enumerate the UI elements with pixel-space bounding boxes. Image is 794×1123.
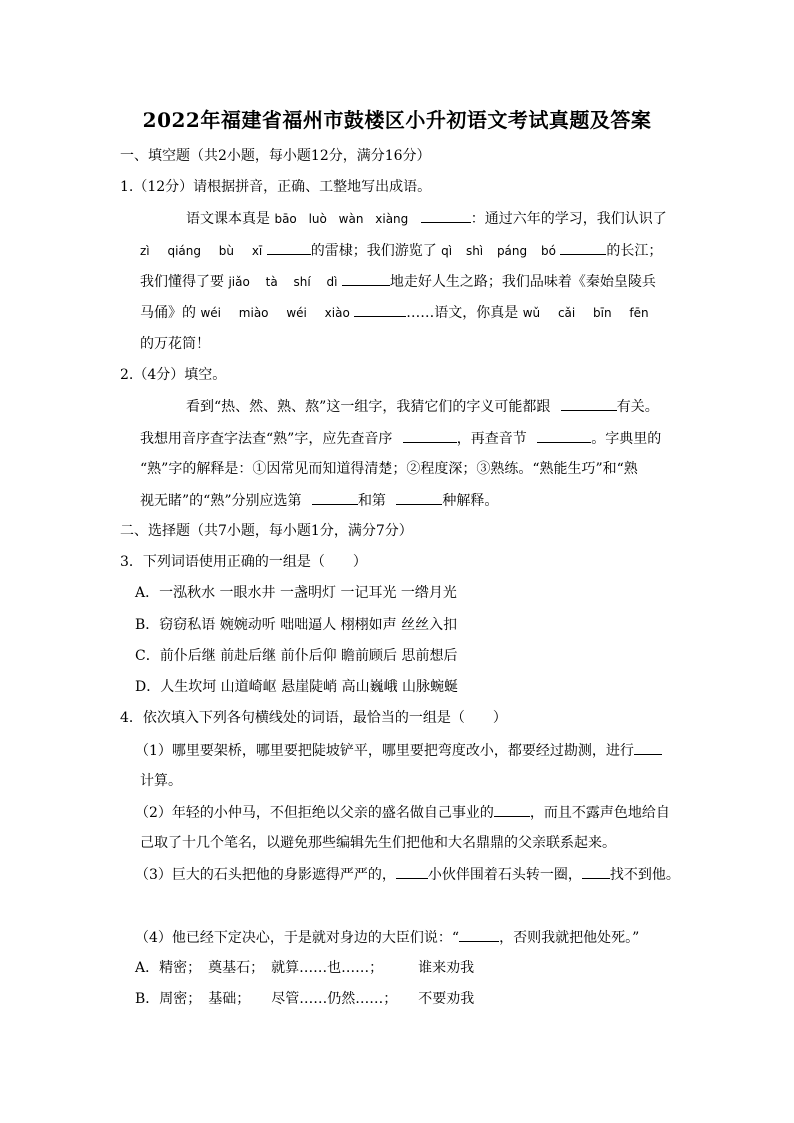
q1-text: ……语文，你真是 (406, 305, 519, 321)
answer-blank[interactable] (396, 490, 442, 505)
question-1-line-3 (140, 271, 656, 292)
question-1-line-1 (186, 208, 667, 229)
pinyin-prompt: wéi miào wéi xiào (200, 306, 350, 320)
q2-text: ，再查音节 (456, 431, 527, 447)
question-1-line-2 (140, 240, 662, 261)
q2-text: 我想用音序查字法查“熟”字，应先查音序 (140, 431, 393, 447)
q2-text: 看到“热、然、熟、熬”这一组字，我猜它们的字义可能都跟 (186, 399, 551, 415)
question-1-stem: 1.（12分）请根据拼音，正确、工整地写出成语。 (120, 179, 432, 195)
question-2-stem: 2.（4分）填空。 (120, 367, 227, 383)
question-4-option-b[interactable]: B．周密； 基础； 尽管……仍然……； 不要劝我 (135, 991, 475, 1007)
answer-blank[interactable] (459, 927, 499, 942)
q4-text: （2）年轻的小仲马，不但拒绝以父亲的盛名做自己事业的 (135, 805, 494, 821)
q4-text: （4）他已经下定决心，于是就对身边的大臣们说：“ (135, 930, 460, 946)
q1-text: 马俑》的 (140, 305, 196, 321)
q1-text: 的雷棣；我们游览了 (310, 243, 437, 259)
question-4-sentence-1 (135, 740, 662, 761)
question-4-sentence-4 (135, 927, 639, 948)
question-2-line-3: “熟”字的解释是：①因常见而知道得清楚；②程度深；③熟练。“熟能生巧”和“熟 (140, 461, 638, 477)
q2-text: 有关。 (616, 399, 659, 415)
question-4-sentence-2-cont: 己取了十几个笔名，以避免那些编辑先生们把他和大名鼎鼎的父亲联系起来。 (140, 835, 616, 851)
answer-blank[interactable] (342, 271, 390, 286)
pinyin-prompt: qì shì páng bó (441, 244, 556, 258)
question-3-stem: 3．下列词语使用正确的一组是（ ） (120, 554, 367, 570)
question-4-option-a[interactable]: A．精密； 奠基石； 就算……也……； 谁来劝我 (135, 960, 475, 976)
pinyin-prompt: jiǎo tà shí dì (228, 275, 338, 289)
question-2-line-1 (186, 396, 659, 417)
pinyin-prompt: zì qiáng bù xī (140, 244, 263, 258)
answer-blank[interactable] (396, 864, 428, 879)
question-3-option-d[interactable]: D．人生坎坷 山道崎岖 悬崖陡峭 高山巍峨 山脉蜿蜒 (135, 679, 459, 695)
pinyin-prompt: wǔ cǎi bīn fēn (522, 306, 649, 320)
answer-blank[interactable] (537, 428, 591, 443)
question-2-line-2 (140, 428, 661, 449)
q2-text: 和第 (357, 493, 386, 509)
q1-text: 语文课本真是 (186, 211, 270, 227)
question-1-line-5: 的万花筒！ (140, 336, 210, 352)
question-3-option-a[interactable]: A．一泓秋水 一眼水井 一盏明灯 一记耳光 一绺月光 (135, 585, 457, 601)
answer-blank[interactable] (560, 240, 606, 255)
q1-text: 的长江； (606, 243, 663, 259)
question-4-sentence-3 (135, 864, 680, 885)
answer-blank[interactable] (354, 302, 406, 317)
question-4-sentence-2 (135, 802, 670, 823)
q2-text: 种解释。 (442, 493, 499, 509)
question-2-line-4 (140, 490, 498, 511)
question-4-stem: 4．依次填入下列各句横线处的词语，最恰当的一组是（ ） (120, 710, 507, 726)
q2-text: 视无睹”的“熟”分别应选第 (140, 493, 302, 509)
question-3-option-b[interactable]: B．窃窃私语 婉婉动听 咄咄逼人 栩栩如声 丝丝入扣 (135, 617, 458, 633)
answer-blank[interactable] (312, 490, 358, 505)
q1-text: 我们懂得了要 (140, 274, 224, 290)
question-3-option-c[interactable]: C．前仆后继 前赴后继 前仆后仰 瞻前顾后 思前想后 (135, 648, 458, 664)
answer-blank[interactable] (267, 240, 311, 255)
answer-blank[interactable] (494, 802, 530, 817)
q1-text: ：通过六年的学习，我们认识了 (470, 211, 667, 227)
q4-text: （1）哪里要架桥，哪里要把陡坡铲平，哪里要把弯度改小，都要经过勘测，进行 (135, 743, 634, 759)
answer-blank[interactable] (561, 396, 617, 411)
answer-blank[interactable] (582, 864, 610, 879)
q4-text: （3）巨大的石头把他的身影遮得严严的， (135, 867, 396, 883)
q4-text: 找不到他。 (609, 867, 680, 883)
question-4-sentence-1-cont: 计算。 (140, 773, 182, 789)
q4-text: 小伙伴围着石头转一圈， (427, 867, 582, 883)
answer-blank[interactable] (634, 740, 662, 755)
section-header-fill-blank: 一、填空题（共2小题，每小题12分，满分16分） (120, 148, 431, 164)
section-header-multiple-choice: 二、选择题（共7小题，每小题1分，满分7分） (120, 523, 413, 539)
pinyin-prompt: bāo luò wàn xiàng (274, 212, 409, 226)
q2-text: 。字典里的 (591, 431, 662, 447)
q4-text: ，而且不露声色地给自 (529, 805, 670, 821)
answer-blank[interactable] (421, 208, 471, 223)
page-title: 2022年福建省福州市鼓楼区小升初语文考试真题及答案 (142, 108, 652, 132)
question-1-line-4 (140, 302, 649, 323)
q4-text: ，否则我就把他处死。” (499, 930, 640, 946)
q1-text: 地走好人生之路；我们品味着《秦始皇陵兵 (389, 274, 656, 290)
answer-blank[interactable] (403, 428, 457, 443)
